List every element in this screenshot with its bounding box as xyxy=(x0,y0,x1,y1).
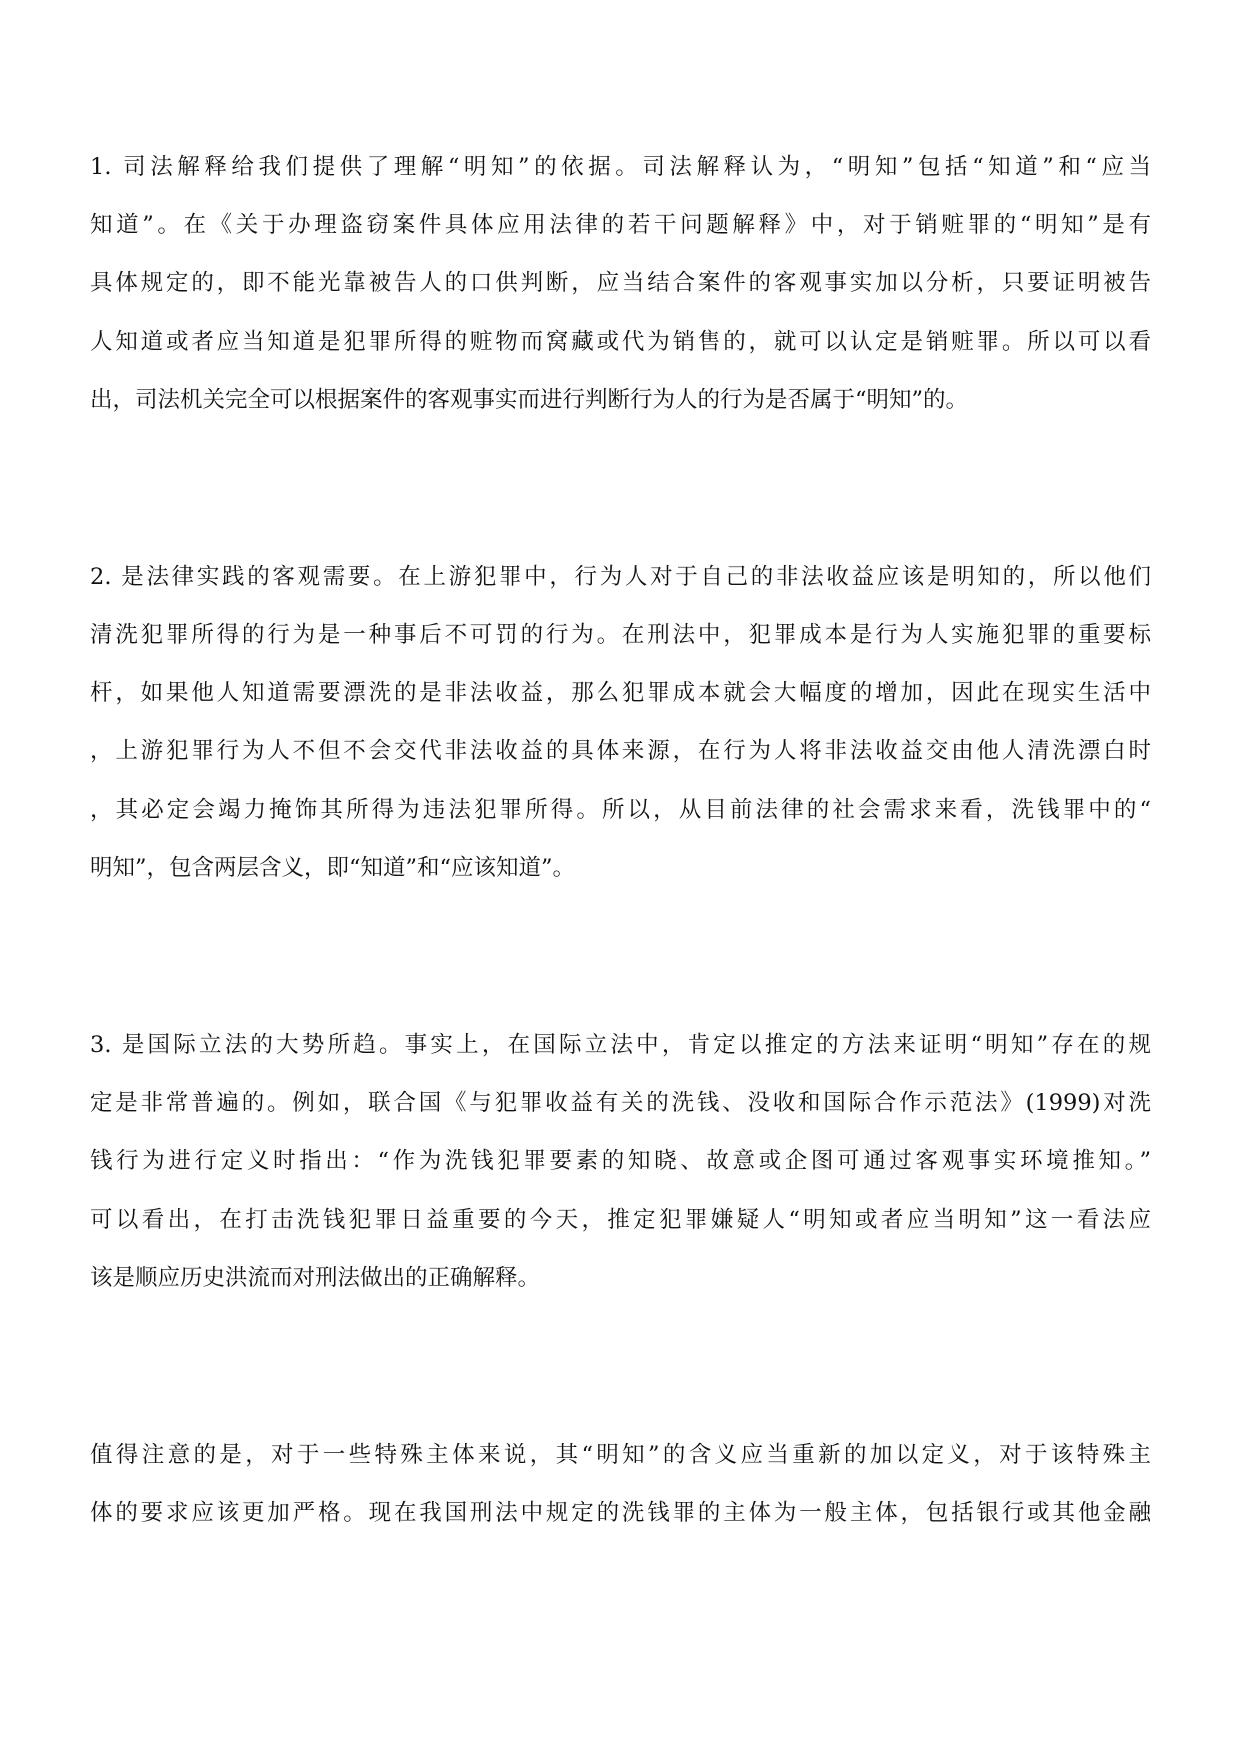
paragraph-3-line-2: 定是非常普遍的。例如，联合国《与犯罪收益有关的洗钱、没收和国际合作示范法》(1999)对洗 xyxy=(90,1090,1151,1116)
paragraph-2-line-5: ，其必定会竭力掩饰其所得为违法犯罪所得。所以，从目前法律的社会需求来看，洗钱罪中的“ xyxy=(90,797,1151,823)
paragraph-3-line-5: 该是顺应历史洪流而对刑法做出的正确解释。 xyxy=(90,1265,541,1291)
paragraph-2-line-4: ，上游犯罪行为人不但不会交代非法收益的具体来源，在行为人将非法收益交由他人清洗漂白时 xyxy=(90,738,1151,764)
paragraph-4-line-2: 体的要求应该更加严格。现在我国刑法中规定的洗钱罪的主体为一般主体，包括银行或其他金融 xyxy=(90,1500,1151,1526)
paragraph-3-line-3: 钱行为进行定义时指出：“作为洗钱犯罪要素的知晓、故意或企图可通过客观事实环境推知。” xyxy=(90,1148,1151,1174)
paragraph-2-line-6: 明知”，包含两层含义，即“知道”和“应该知道”。 xyxy=(90,855,576,881)
paragraph-1-line-3: 具体规定的，即不能光靠被告人的口供判断，应当结合案件的客观事实加以分析，只要证明被告 xyxy=(90,270,1151,296)
paragraph-1-line-4: 人知道或者应当知道是犯罪所得的赃物而窝藏或代为销售的，就可以认定是销赃罪。所以可以看 xyxy=(90,329,1151,355)
paragraph-1-line-2: 知道”。在《关于办理盗窃案件具体应用法律的若干问题解释》中，对于销赃罪的“明知”是有 xyxy=(90,212,1151,238)
paragraph-2-line-3: 杆，如果他人知道需要漂洗的是非法收益，那么犯罪成本就会大幅度的增加，因此在现实生活中 xyxy=(90,680,1151,706)
paragraph-4-line-1: 值得注意的是，对于一些特殊主体来说，其“明知”的含义应当重新的加以定义，对于该特殊主 xyxy=(90,1442,1151,1468)
paragraph-1-line-5: 出，司法机关完全可以根据案件的客观事实而进行判断行为人的行为是否属于“明知”的。 xyxy=(90,387,969,413)
paragraph-1-line-1: 1. 司法解释给我们提供了理解“明知”的依据。司法解释认为，“明知”包括“知道”和“应当 xyxy=(90,154,1151,180)
paragraph-3-line-4: 可以看出，在打击洗钱犯罪日益重要的今天，推定犯罪嫌疑人“明知或者应当明知”这一看法应 xyxy=(90,1207,1151,1233)
paragraph-3-line-1: 3. 是国际立法的大势所趋。事实上，在国际立法中，肯定以推定的方法来证明“明知”存在的规 xyxy=(90,1032,1151,1058)
paragraph-2-line-2: 清洗犯罪所得的行为是一种事后不可罚的行为。在刑法中，犯罪成本是行为人实施犯罪的重要标 xyxy=(90,622,1151,648)
paragraph-2-line-1: 2. 是法律实践的客观需要。在上游犯罪中，行为人对于自己的非法收益应该是明知的，所以他们 xyxy=(90,564,1151,590)
